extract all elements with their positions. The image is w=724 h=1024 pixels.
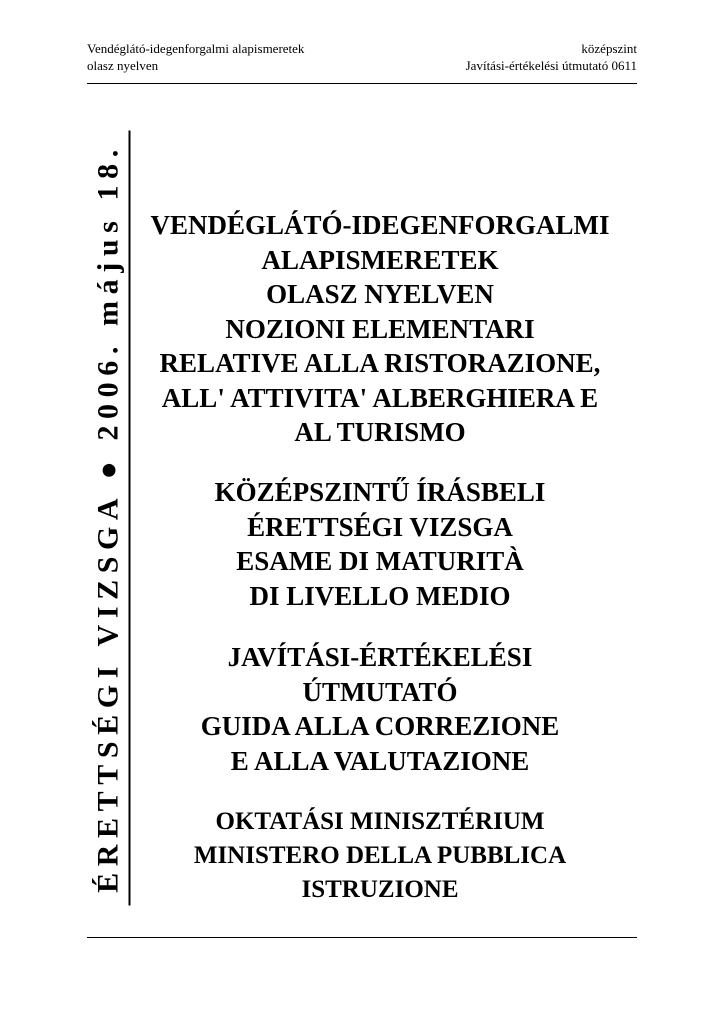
sidebar-exam-date: ÉRETTSÉGI VIZSGA ● 2006. május 18. [85,130,130,905]
ministry-line: OKTATÁSI MINISZTÉRIUM [215,808,545,835]
footer-divider [87,937,637,938]
title-line: ALL' ATTIVITA' ALBERGHIERA E [161,382,599,413]
title-line: RELATIVE ALLA RISTORAZIONE, [159,348,601,378]
header-level: középszint [581,41,637,56]
exam-line: ÉRETTSÉGI VIZSGA [247,511,513,542]
exam-block [130,475,630,613]
sidebar [85,130,130,905]
guide-line: ÚTMUTATÓ [302,676,458,707]
title-line: AL TURISMO [294,417,466,447]
title-block [130,208,630,450]
header-right [466,40,637,74]
title-line: NOZIONI ELEMENTARI [225,313,535,344]
title-line: VENDÉGLÁTÓ-IDEGENFORGALMI [150,210,610,240]
exam-line: DI LIVELLO MEDIO [249,580,511,611]
title-line: OLASZ NYELVEN [266,279,494,309]
header-left [87,40,304,74]
header-divider [87,83,637,84]
exam-line: KÖZÉPSZINTŰ ÍRÁSBELI [214,477,546,507]
ministry-line: MINISTERO DELLA PUBBLICA [193,842,567,869]
ministry-block [130,805,630,907]
guide-block [130,640,630,778]
exam-line: ESAME DI MATURITÀ [236,546,524,576]
ministry-line: ISTRUZIONE [301,876,459,903]
header-language: olasz nyelven [87,58,159,73]
guide-line: JAVÍTÁSI-ÉRTÉKELÉSI [227,642,533,672]
guide-line: GUIDA ALLA CORREZIONE [200,711,560,741]
header-guide-code: Javítási-értékelési útmutató 0611 [465,58,637,73]
header-subject: Vendéglátó-idegenforgalmi alapismeretek [87,41,305,56]
guide-line: E ALLA VALUTAZIONE [230,745,530,776]
title-line: ALAPISMERETEK [261,244,499,275]
